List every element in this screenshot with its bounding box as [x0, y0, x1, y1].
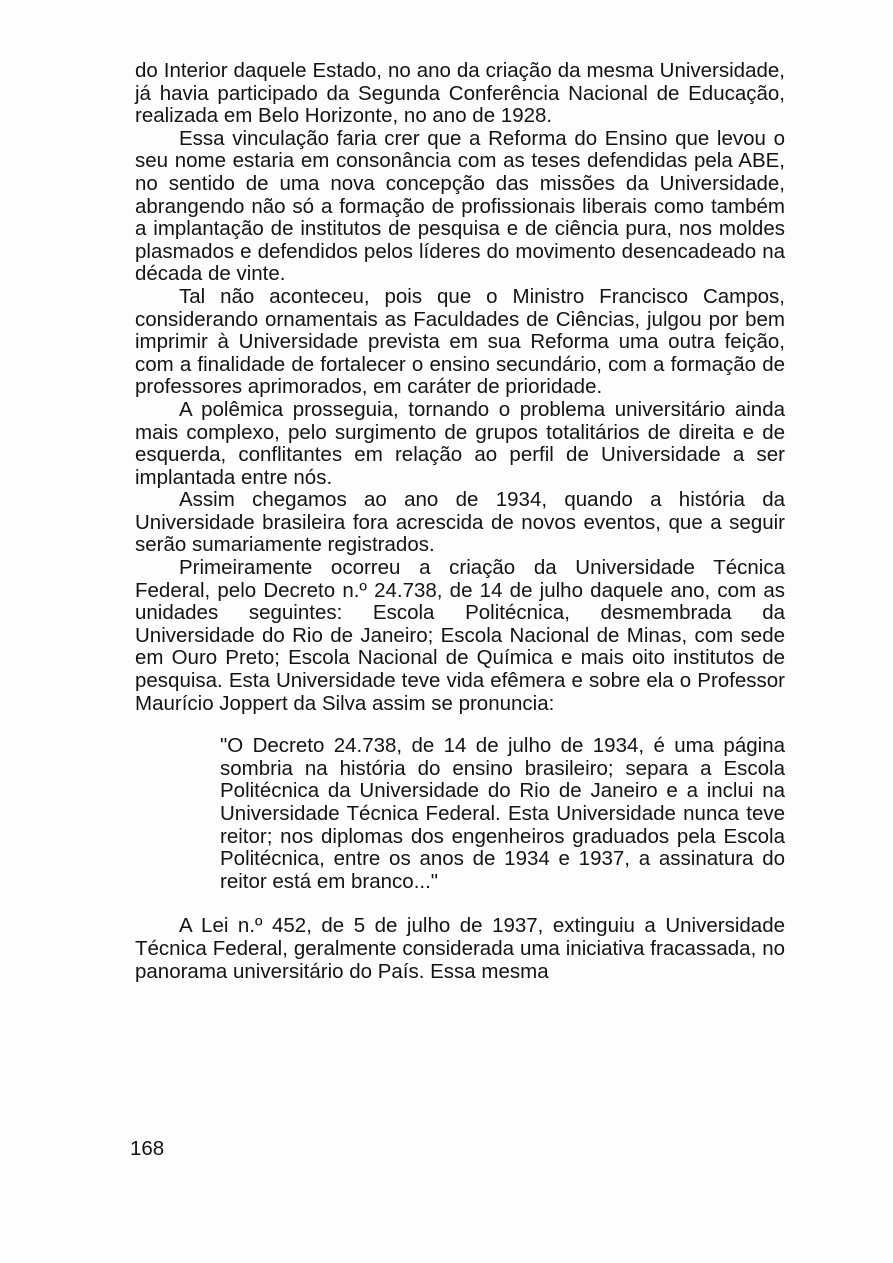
block-quote: "O Decreto 24.738, de 14 de julho de 1934, é uma página sombria na história do ensino brasileiro; separa a Escola Politécnica da Universidade do Rio de Janeiro e a inclui na Universidade Técnica Federal. Esta Universidade nunca teve reitor; nos diplomas dos engenheiros graduados pela Escola Politécnica, entre os anos de 1934 e 1937, a assinatura do reitor está em branco..."	[220, 734, 785, 893]
paragraph-3: Tal não aconteceu, pois que o Ministro Francisco Campos, considerando ornamentais as Faculdades de Ciências, julgou por bem imprimir à Universidade prevista em sua Reforma uma outra feição, com a finalidade de fortalecer o ensino secundário, com a formação de professores aprimorados, em caráter de prioridade.	[135, 284, 785, 399]
page-number: 168	[130, 1137, 165, 1160]
body-text	[135, 60, 785, 983]
paragraph-4: A polêmica prosseguia, tornando o problema universitário ainda mais complexo, pelo surgimento de grupos totalitários de direita e de esquerda, conflitantes em relação ao perfil de Universidade a ser implantada entre nós.	[135, 397, 785, 489]
paragraph-6: Primeiramente ocorreu a criação da Universidade Técnica Federal, pelo Decreto n.º 24.738, de 14 de julho daquele ano, com as unidades seguintes: Escola Politécnica, desmembrada da Universidade do Rio de Janeiro; Escola Nacional de Minas, com sede em Ouro Preto; Escola Nacional de Química e mais oito institutos de pesquisa. Esta Universidade teve vida efêmera e sobre ela o Professor Maurício Joppert da Silva assim se pronuncia:	[135, 556, 785, 715]
closing-paragraph: A Lei n.º 452, de 5 de julho de 1937, extinguiu a Universidade Técnica Federal, geralmente considerada uma iniciativa fracassada, no panorama universitário do País. Essa mesma	[135, 914, 785, 983]
paragraph-2: Essa vinculação faria crer que a Reforma do Ensino que levou o seu nome estaria em consonância com as teses defendidas pela ABE, no sentido de uma nova concepção das missões da Universidade, abrangendo não só a formação de profissionais liberais como também a implantação de institutos de pesquisa e de ciência pura, nos moldes plasmados e defendidos pelos líderes do movimento desencadeado na década de vinte.	[135, 126, 785, 286]
paragraph-5: Assim chegamos ao ano de 1934, quando a história da Universidade brasileira fora acrescida de novos eventos, que a seguir serão sumariamente registrados.	[135, 488, 785, 557]
paragraph-1: do Interior daquele Estado, no ano da criação da mesma Universidade, já havia participado da Segunda Conferência Nacional de Educação, realizada em Belo Horizonte, no ano de 1928.	[135, 59, 785, 128]
